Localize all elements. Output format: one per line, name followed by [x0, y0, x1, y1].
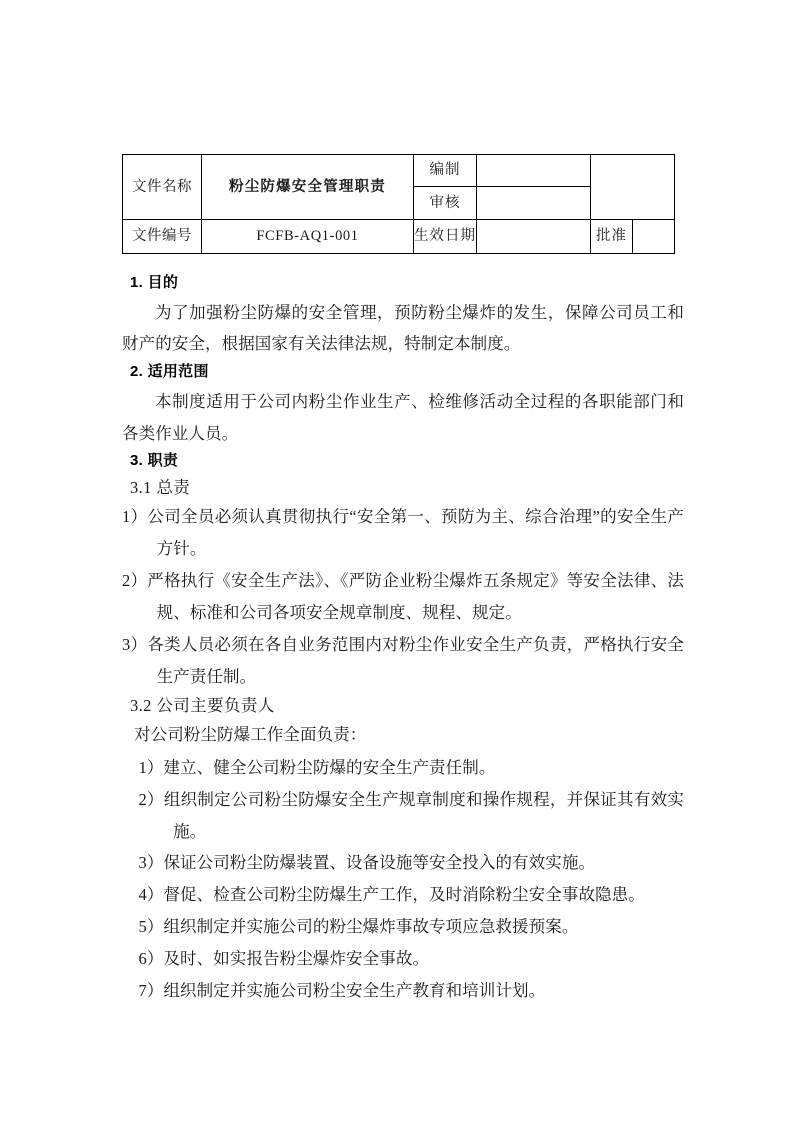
list-item: 2）严格执行《安全生产法》、《严防企业粉尘爆炸五条规定》等安全法律、法规、标准和公司各项安全规章制度、规程、规定。 [122, 571, 684, 622]
table-row [123, 220, 675, 254]
value-file-number[interactable]: FCFB-AQ1-001 [202, 220, 414, 254]
heading-general-responsibility: 3.1 总责 [130, 477, 191, 497]
heading-principal-responsible-person: 3.2 公司主要负责人 [130, 695, 275, 715]
heading-responsibilities: 3. 职责 [130, 452, 179, 470]
paragraph-purpose: 为了加强粉尘防爆的安全管理，预防粉尘爆炸的发生，保障公司员工和财产的安全，根据国家有关法律法规，特制定本制度。 [122, 302, 684, 354]
paragraph-scope: 本制度适用于公司内粉尘作业生产、检维修活动全过程的各职能部门和各类作业人员。 [122, 391, 684, 443]
list-item: 1）建立、健全公司粉尘防爆的安全生产责任制。 [138, 757, 496, 777]
list-item: 7）组织制定并实施公司粉尘安全生产教育和培训计划。 [138, 980, 546, 1000]
value-prepared-by[interactable] [477, 155, 591, 187]
header-table [122, 154, 675, 254]
value-approved-by[interactable] [633, 220, 675, 254]
label-approved-by: 批准 [591, 220, 633, 254]
value-effective-date[interactable] [477, 220, 591, 254]
heading-scope: 2. 适用范围 [130, 363, 209, 381]
value-reviewed-by[interactable] [477, 187, 591, 220]
label-reviewed-by: 审核 [414, 187, 477, 220]
document-body [122, 272, 684, 1007]
list-item: 3）各类人员必须在各自业务范围内对粉尘作业安全生产负责，严格执行安全生产责任制。 [122, 634, 684, 686]
label-file-name: 文件名称 [123, 155, 202, 220]
document-header-table [122, 154, 675, 254]
table-row [123, 155, 675, 187]
list-item: 2）组织制定公司粉尘防爆安全生产规章制度和操作规程，并保证其有效实施。 [138, 789, 684, 841]
list-item: 1）公司全员必须认真贯彻执行“安全第一、预防为主、综合治理”的安全生产方针。 [122, 507, 684, 559]
heading-purpose: 1. 目的 [130, 274, 179, 291]
paragraph-overall-responsibility: 对公司粉尘防爆工作全面负责： [134, 725, 367, 745]
label-effective-date: 生效日期 [414, 220, 477, 254]
list-item: 5）组织制定并实施公司的粉尘爆炸事故专项应急救援预案。 [138, 917, 579, 937]
label-file-number: 文件编号 [123, 220, 202, 254]
list-item: 3）保证公司粉尘防爆装置、设备设施等安全投入的有效实施。 [138, 853, 596, 873]
section-responsibilities [122, 450, 684, 1006]
list-item: 6）及时、如实报告粉尘爆炸安全事故。 [138, 948, 430, 968]
label-prepared-by: 编制 [414, 155, 477, 187]
document-title-cell: 粉尘防爆安全管理职责 [202, 155, 414, 220]
list-item: 4）督促、检查公司粉尘防爆生产工作，及时消除粉尘安全事故隐患。 [138, 885, 645, 905]
section-scope [122, 361, 684, 449]
section-purpose [122, 272, 684, 360]
